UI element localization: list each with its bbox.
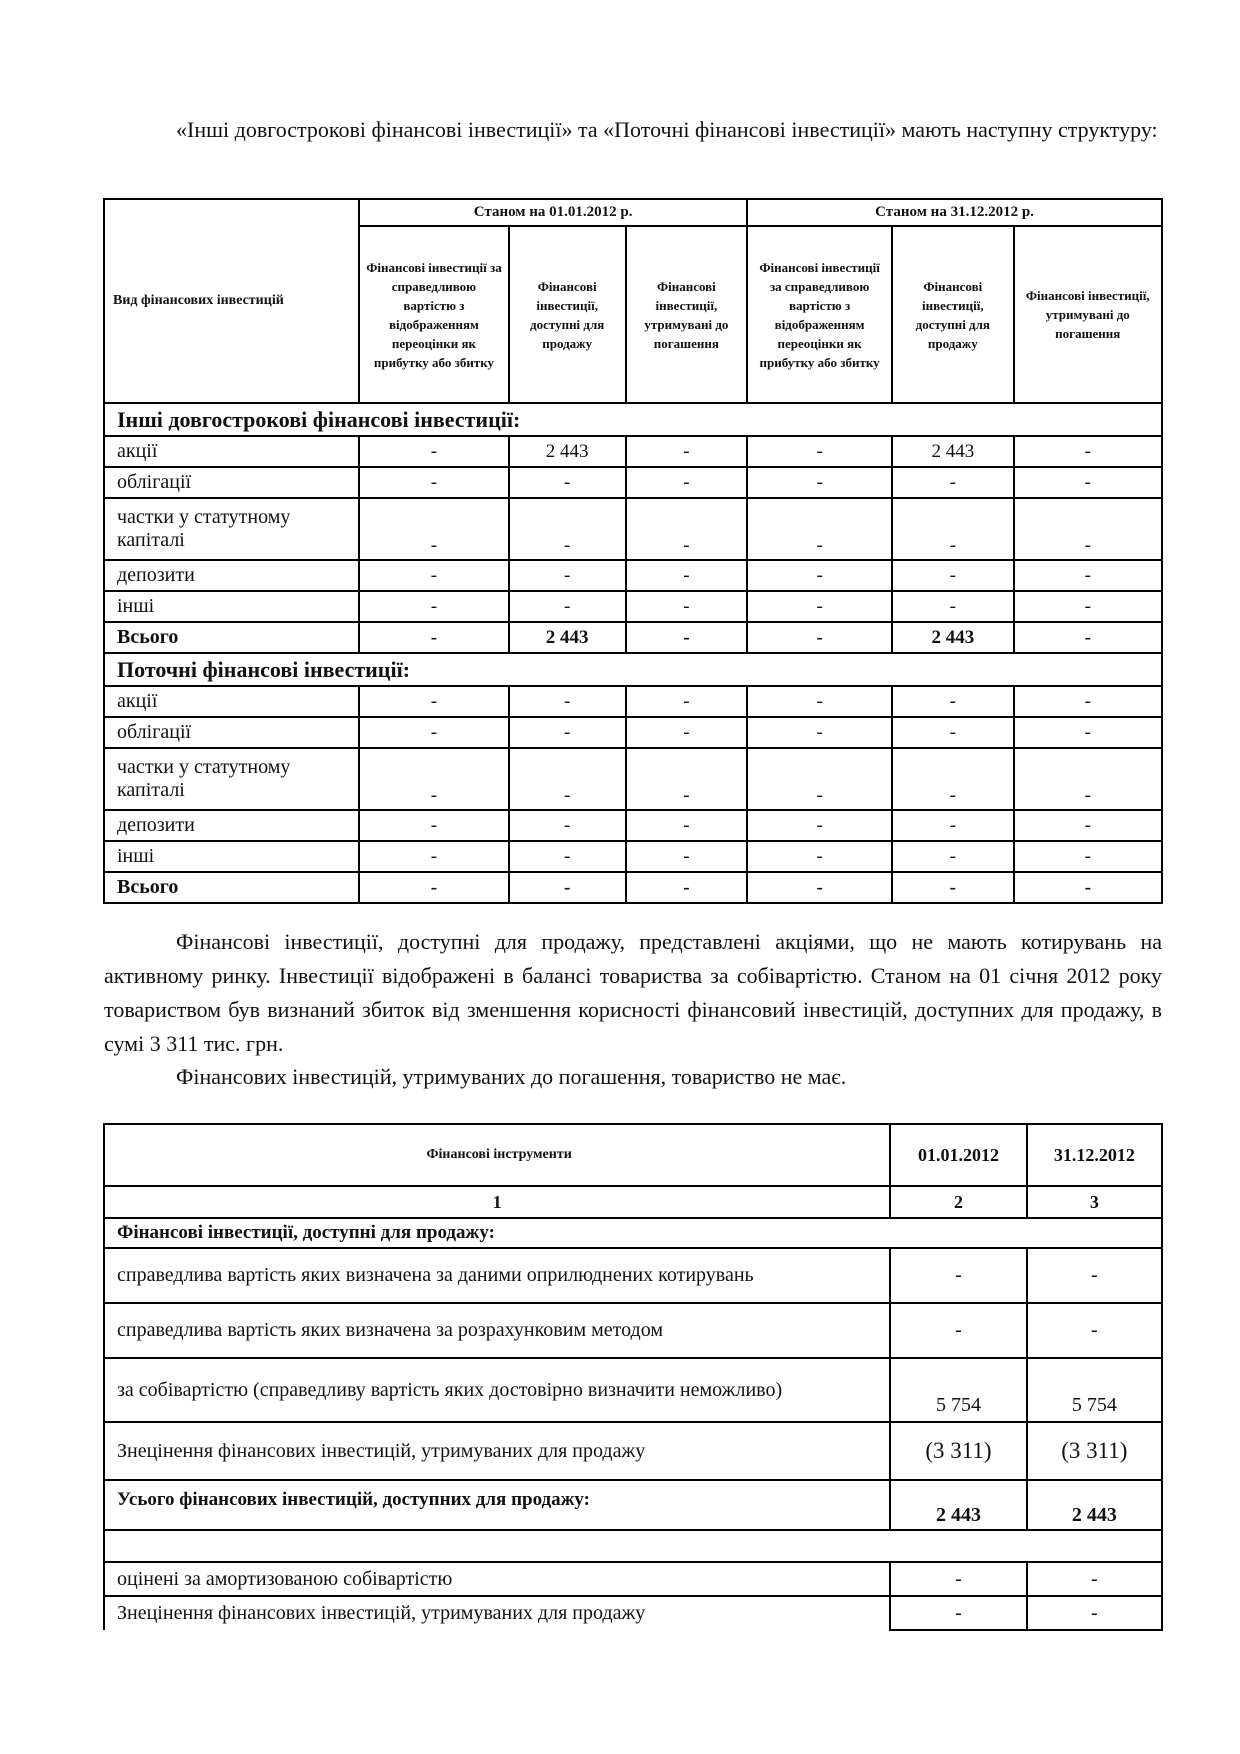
row-value: - — [1014, 748, 1162, 810]
period-header-start: Станом на 01.01.2012 р. — [359, 199, 747, 226]
row-label: за собівартістю (справедливу вартість яких достовірно визначити неможливо) — [104, 1358, 890, 1422]
total-row — [104, 1480, 1162, 1530]
row-value: - — [509, 467, 626, 498]
row-value-start: (3 311) — [890, 1422, 1026, 1480]
table-row — [104, 717, 1162, 748]
row-label: Знецінення фінансових інвестицій, утримуваних для продажу — [104, 1422, 890, 1480]
row-value: - — [747, 717, 892, 748]
row-value: - — [626, 872, 747, 903]
table-row — [104, 560, 1162, 591]
table-row — [104, 1562, 1162, 1596]
column-number: 2 — [890, 1186, 1026, 1218]
section-row-current — [104, 653, 1162, 686]
col-held-to-maturity-header: Фінансові інвестиції, утримувані до погашення — [1014, 226, 1162, 403]
row-value: 2 443 — [892, 436, 1013, 467]
row-value: - — [509, 686, 626, 717]
kind-header: Вид фінансових інвестицій — [104, 199, 359, 403]
row-value-start: - — [890, 1562, 1026, 1596]
row-value: - — [747, 560, 892, 591]
row-value: - — [626, 622, 747, 653]
header-row-periods — [104, 199, 1162, 226]
row-value: - — [359, 591, 509, 622]
row-value: - — [509, 717, 626, 748]
col-held-to-maturity-header: Фінансові інвестиції, утримувані до погашення — [626, 226, 747, 403]
row-value: - — [1014, 686, 1162, 717]
row-value: - — [747, 467, 892, 498]
row-value: - — [626, 467, 747, 498]
row-value: - — [359, 467, 509, 498]
row-value: - — [509, 560, 626, 591]
row-value: - — [892, 872, 1013, 903]
financial-instruments-table — [103, 1123, 1163, 1631]
date-header-end: 31.12.2012 — [1027, 1124, 1162, 1186]
date-header-start: 01.01.2012 — [890, 1124, 1026, 1186]
row-label: облігації — [104, 467, 359, 498]
row-value: - — [509, 841, 626, 872]
row-value: - — [359, 436, 509, 467]
table-row — [104, 467, 1162, 498]
row-value: 2 443 — [892, 622, 1013, 653]
col-fair-value-header: Фінансові інвестиції за справедливою вартістю з відображенням переоцінки як прибутку або збитку — [359, 226, 509, 403]
row-value: - — [509, 810, 626, 841]
row-value-start: - — [890, 1248, 1026, 1303]
section-title-long-term: Інші довгострокові фінансові інвестиції: — [104, 403, 1162, 436]
row-label: справедлива вартість яких визначена за даними оприлюднених котирувань — [104, 1248, 890, 1303]
investments-structure-table — [103, 198, 1163, 904]
row-value: - — [747, 436, 892, 467]
table-row — [104, 748, 1162, 810]
row-value: - — [892, 498, 1013, 560]
row-value: - — [892, 560, 1013, 591]
row-label: оцінені за амортизованою собівартістю — [104, 1562, 890, 1596]
row-value: - — [359, 872, 509, 903]
total-value-start: 2 443 — [890, 1480, 1026, 1530]
row-value: - — [1014, 872, 1162, 903]
total-label: Усього фінансових інвестицій, доступних для продажу: — [104, 1480, 890, 1530]
row-value: - — [892, 467, 1013, 498]
row-value-end: - — [1027, 1596, 1162, 1630]
table-row — [104, 810, 1162, 841]
table-row — [104, 1248, 1162, 1303]
intro-paragraph: «Інші довгострокові фінансові інвестиції» та «Поточні фінансові інвестиції» мають наступну структуру: — [176, 117, 1158, 142]
row-value: - — [892, 591, 1013, 622]
row-value: - — [747, 872, 892, 903]
row-value: - — [626, 560, 747, 591]
section-title-current: Поточні фінансові інвестиції: — [104, 653, 1162, 686]
long-term-rows — [104, 436, 1162, 653]
row-value: - — [1014, 436, 1162, 467]
period-header-end: Станом на 31.12.2012 р. — [747, 199, 1162, 226]
row-value: - — [359, 717, 509, 748]
table-row — [104, 498, 1162, 560]
row-value: - — [626, 748, 747, 810]
row-value: - — [892, 748, 1013, 810]
row-label: Всього — [104, 872, 359, 903]
row-value: - — [359, 686, 509, 717]
row-value: - — [1014, 810, 1162, 841]
row-value: - — [747, 622, 892, 653]
row-value: 2 443 — [509, 436, 626, 467]
row-value: - — [747, 498, 892, 560]
table-row — [104, 841, 1162, 872]
row-value-end: (3 311) — [1027, 1422, 1162, 1480]
row-label: облігації — [104, 717, 359, 748]
column-number: 1 — [104, 1186, 890, 1218]
row-value: - — [1014, 498, 1162, 560]
row-value: - — [626, 810, 747, 841]
row-value: - — [626, 498, 747, 560]
row-value: - — [359, 560, 509, 591]
row-label: Знецінення фінансових інвестицій, утримуваних для продажу — [104, 1596, 890, 1630]
row-value: - — [747, 591, 892, 622]
row-value: - — [626, 841, 747, 872]
row-value: - — [892, 717, 1013, 748]
section-row-long-term — [104, 403, 1162, 436]
total-row — [104, 872, 1162, 903]
row-value-end: - — [1027, 1562, 1162, 1596]
note-paragraph-available-for-sale: Фінансові інвестиції, доступні для продажу, представлені акціями, що не мають котирувань на активному ринку. Інвестиції відображені в балансі товариства за собівартістю. Станом на 01 січня 2012 року товариством був визнаний збиток від зменшення корисності фінансовий інвестицій, доступних для продажу, в сумі 3 311 тис. грн. — [104, 929, 1162, 1056]
instruments-header: Фінансові інструменти — [104, 1124, 890, 1186]
note-paragraph-held-to-maturity: Фінансових інвестицій, утримуваних до погашення, товариство не має. — [176, 1064, 847, 1089]
table-row — [104, 686, 1162, 717]
col-available-for-sale-header: Фінансові інвестиції, доступні для продажу — [892, 226, 1013, 403]
row-value: - — [626, 591, 747, 622]
row-label: частки у статутному капіталі — [104, 498, 359, 560]
total-row — [104, 622, 1162, 653]
col-fair-value-header: Фінансові інвестиції за справедливою вартістю з відображенням переоцінки як прибутку або збитку — [747, 226, 892, 403]
row-label: Всього — [104, 622, 359, 653]
row-label: депозити — [104, 560, 359, 591]
row-label: акції — [104, 436, 359, 467]
column-numbers-row — [104, 1186, 1162, 1218]
row-value: - — [359, 748, 509, 810]
current-rows — [104, 686, 1162, 903]
row-value: - — [892, 686, 1013, 717]
row-value: - — [1014, 841, 1162, 872]
column-number: 3 — [1027, 1186, 1162, 1218]
row-value: 2 443 — [509, 622, 626, 653]
table-row — [104, 1303, 1162, 1358]
empty-cell — [104, 1530, 1162, 1562]
row-label: інші — [104, 841, 359, 872]
row-value-start: - — [890, 1303, 1026, 1358]
row-value: - — [626, 436, 747, 467]
col-available-for-sale-header: Фінансові інвестиції, доступні для продажу — [509, 226, 626, 403]
row-value: - — [359, 622, 509, 653]
table-row — [104, 591, 1162, 622]
row-value: - — [1014, 467, 1162, 498]
row-value: - — [892, 810, 1013, 841]
header-row — [104, 1124, 1162, 1186]
row-label: акції — [104, 686, 359, 717]
row-value: - — [747, 748, 892, 810]
row-value-end: 5 754 — [1027, 1358, 1162, 1422]
total-value-end: 2 443 — [1027, 1480, 1162, 1530]
row-value: - — [509, 498, 626, 560]
row-value: - — [747, 841, 892, 872]
section-row — [104, 1218, 1162, 1248]
table-row — [104, 1422, 1162, 1480]
section-title: Фінансові інвестиції, доступні для продажу: — [104, 1218, 1162, 1248]
row-value: - — [626, 686, 747, 717]
row-value: - — [509, 872, 626, 903]
row-value: - — [626, 717, 747, 748]
row-value: - — [359, 841, 509, 872]
row-value: - — [1014, 591, 1162, 622]
empty-row — [104, 1530, 1162, 1562]
row-label: частки у статутному капіталі — [104, 748, 359, 810]
row-label: депозити — [104, 810, 359, 841]
row-value: - — [747, 810, 892, 841]
row-value-start: 5 754 — [890, 1358, 1026, 1422]
row-value: - — [359, 498, 509, 560]
row-value-end: - — [1027, 1303, 1162, 1358]
row-value-start: - — [890, 1596, 1026, 1630]
row-value: - — [1014, 622, 1162, 653]
row-value-end: - — [1027, 1248, 1162, 1303]
row-value: - — [747, 686, 892, 717]
row-value: - — [892, 841, 1013, 872]
row-value: - — [1014, 560, 1162, 591]
row-value: - — [359, 810, 509, 841]
row-label: справедлива вартість яких визначена за розрахунковим методом — [104, 1303, 890, 1358]
row-label: інші — [104, 591, 359, 622]
row-value: - — [509, 591, 626, 622]
table-row — [104, 436, 1162, 467]
table-row — [104, 1596, 1162, 1630]
row-value: - — [509, 748, 626, 810]
table-row — [104, 1358, 1162, 1422]
row-value: - — [1014, 717, 1162, 748]
